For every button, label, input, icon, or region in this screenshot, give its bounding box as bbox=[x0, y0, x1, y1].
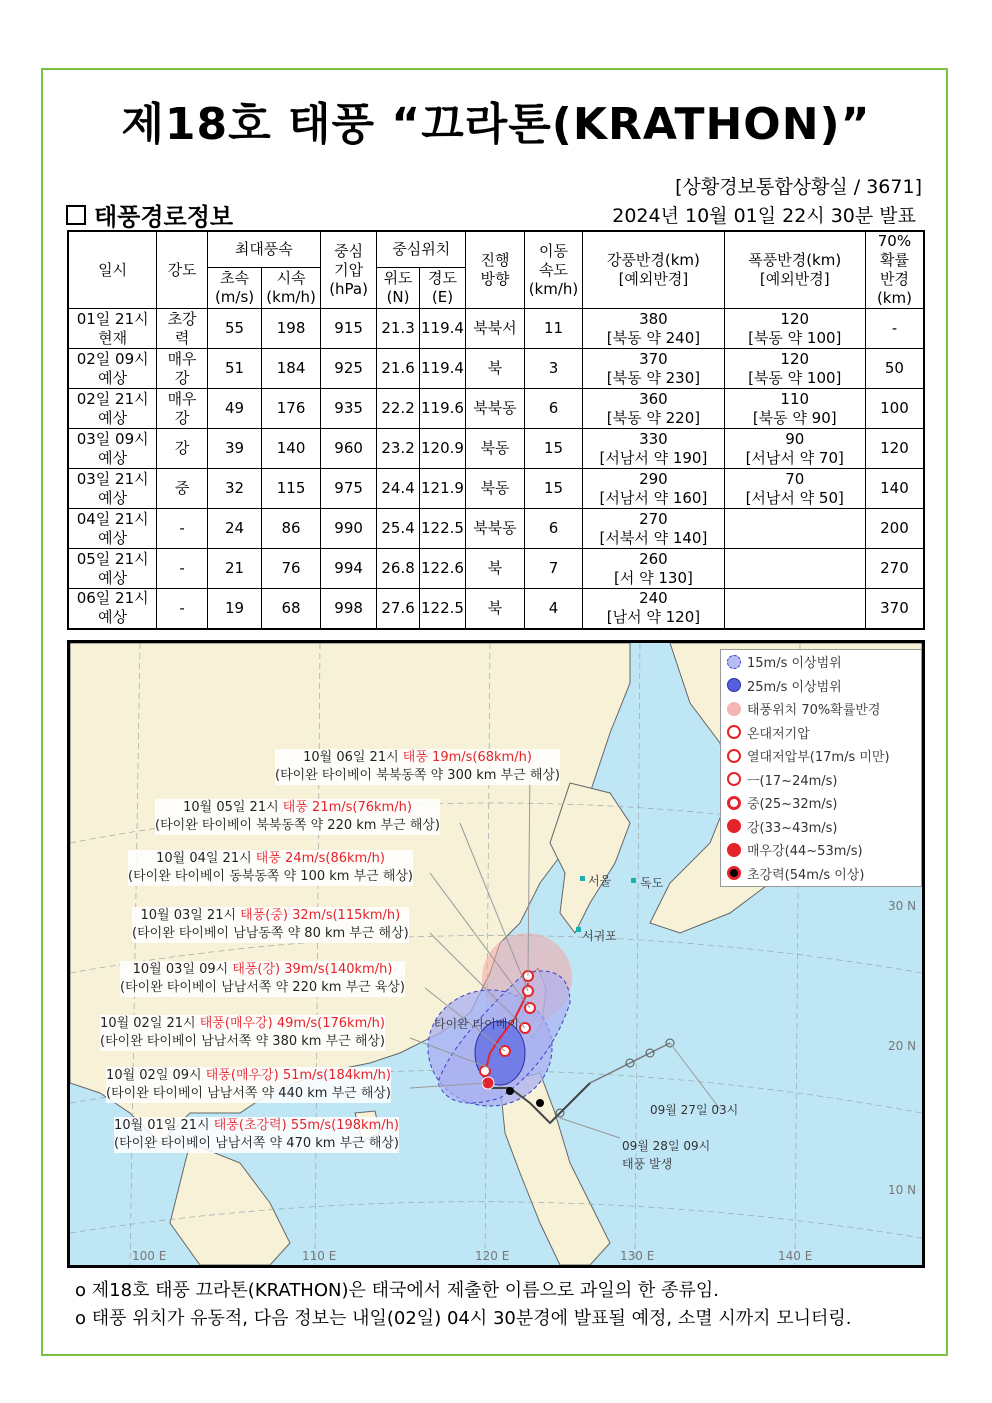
track-callout bbox=[155, 799, 440, 835]
indochina bbox=[170, 1143, 290, 1265]
lon-label-140e: 140 E bbox=[778, 1249, 813, 1263]
legend-label: 열대저압부(17m/s 미만) bbox=[747, 750, 890, 766]
legend-label: 매우강(44~53m/s) bbox=[747, 844, 863, 860]
track-callout bbox=[128, 850, 413, 886]
cell-prob: 100 bbox=[865, 389, 924, 429]
cell-lat: 27.6 bbox=[377, 589, 419, 629]
header-speed: 이동 속도 (km/h) bbox=[524, 231, 583, 309]
legend-item bbox=[721, 650, 921, 674]
cell-storm: 120 [북동 약 100] bbox=[724, 309, 865, 349]
cell-prob: 140 bbox=[865, 469, 924, 509]
korea-peninsula bbox=[550, 783, 630, 933]
cell-wind-kmh: 198 bbox=[262, 309, 321, 349]
cell-direction: 북북동 bbox=[466, 509, 525, 549]
cell-storm: 90 [서남서 약 70] bbox=[724, 429, 865, 469]
callout-intensity: 태풍(매우강) 51m/s(184km/h) bbox=[205, 1068, 391, 1083]
leader-line bbox=[670, 1043, 720, 1109]
cell-direction: 북 bbox=[466, 349, 525, 389]
track-point-icon bbox=[536, 1099, 544, 1107]
callout-intensity: 태풍 19m/s(68km/h) bbox=[402, 750, 532, 765]
legend-label: 강(33~43m/s) bbox=[747, 820, 838, 836]
cell-lat: 26.8 bbox=[377, 549, 419, 589]
note-2: o 태풍 위치가 유동적, 다음 정보는 내일(02일) 04시 30분경에 발표될 예정, 소멸 시까지 모니터링. bbox=[75, 1308, 852, 1329]
callout-intensity: 태풍(중) 32m/s(115km/h) bbox=[240, 908, 401, 923]
header-datetime: 일시 bbox=[68, 231, 157, 309]
legend-item bbox=[721, 721, 921, 745]
legend-item bbox=[721, 768, 921, 792]
cell-prob: 200 bbox=[865, 509, 924, 549]
lat-label-30n: 30 N bbox=[888, 899, 917, 913]
cell-datetime: 04일 21시 예상 bbox=[68, 509, 157, 549]
track-callout bbox=[106, 1067, 391, 1103]
section-title: 태풍경로정보 bbox=[94, 203, 234, 231]
callout-time: 10월 03일 21시 bbox=[140, 908, 241, 923]
callout-line1 bbox=[132, 907, 409, 925]
legend-item bbox=[721, 791, 921, 815]
callout-line1 bbox=[128, 850, 413, 868]
callout-time: 10월 02일 09시 bbox=[106, 1068, 206, 1083]
typhoon-track-map bbox=[67, 640, 925, 1268]
header-lon: 경도 (E) bbox=[419, 268, 465, 309]
cell-direction: 북동 bbox=[466, 429, 525, 469]
cell-wind-ms: 51 bbox=[207, 349, 262, 389]
event-label-0927: 09월 27일 03시 bbox=[650, 1103, 739, 1117]
lat-label-10n: 10 N bbox=[888, 1183, 917, 1197]
cell-wind-ms: 32 bbox=[207, 469, 262, 509]
cell-wind-ms: 21 bbox=[207, 549, 262, 589]
cell-prob: 120 bbox=[865, 429, 924, 469]
tropical-depression-icon bbox=[727, 749, 741, 763]
typhoon-super-icon bbox=[727, 866, 741, 880]
cell-speed: 6 bbox=[524, 389, 583, 429]
cell-prob: - bbox=[865, 309, 924, 349]
cell-pressure: 935 bbox=[320, 389, 377, 429]
header-center: 중심위치 bbox=[377, 231, 466, 268]
section-heading bbox=[66, 197, 233, 232]
callout-time: 10월 04일 21시 bbox=[156, 851, 256, 866]
cell-pressure: 925 bbox=[320, 349, 377, 389]
cell-gale: 360 [북동 약 220] bbox=[583, 389, 724, 429]
callout-line1 bbox=[100, 1015, 385, 1033]
callout-time: 10월 06일 21시 bbox=[303, 750, 403, 765]
header-wind-kmh: 시속 (km/h) bbox=[262, 268, 321, 309]
philippines-islands bbox=[500, 1073, 610, 1265]
cell-intensity: 강 bbox=[157, 429, 207, 469]
cell-intensity: 매우 강 bbox=[157, 349, 207, 389]
cell-lon: 122.6 bbox=[419, 549, 465, 589]
circle-light-blue-icon bbox=[727, 655, 741, 669]
callout-location: (타이완 타이베이 남남서쪽 약 220 km 부근 육상) bbox=[120, 980, 406, 995]
cell-intensity: - bbox=[157, 589, 207, 629]
callout-location: (타이완 타이베이 남남서쪽 약 470 km 부근 해상) bbox=[114, 1136, 400, 1151]
callout-line1 bbox=[114, 1117, 399, 1135]
callout-line1 bbox=[155, 799, 440, 817]
cell-gale: 270 [서북서 약 140] bbox=[583, 509, 724, 549]
cell-datetime: 06일 21시 예상 bbox=[68, 589, 157, 629]
cell-lon: 119.6 bbox=[419, 389, 465, 429]
legend-item bbox=[721, 697, 921, 721]
cell-storm: 70 [서남서 약 50] bbox=[724, 469, 865, 509]
cell-pressure: 915 bbox=[320, 309, 377, 349]
cell-prob: 50 bbox=[865, 349, 924, 389]
notes bbox=[75, 1277, 852, 1333]
cell-lon: 119.4 bbox=[419, 349, 465, 389]
checkbox-square-icon bbox=[66, 205, 86, 225]
event-label-0928: 09월 28일 09시 bbox=[622, 1139, 711, 1153]
cell-lat: 21.6 bbox=[377, 349, 419, 389]
legend-item bbox=[721, 674, 921, 698]
track-callout bbox=[114, 1117, 399, 1153]
cell-wind-kmh: 184 bbox=[262, 349, 321, 389]
cell-intensity: - bbox=[157, 509, 207, 549]
callout-location: (타이완 타이베이 남남서쪽 약 440 km 부근 해상) bbox=[106, 1086, 392, 1101]
track-callout bbox=[100, 1015, 385, 1051]
cell-speed: 3 bbox=[524, 349, 583, 389]
header-direction: 진행 방향 bbox=[466, 231, 525, 309]
dokdo-marker-icon bbox=[631, 878, 636, 883]
cell-prob: 370 bbox=[865, 589, 924, 629]
cell-gale: 370 [북동 약 230] bbox=[583, 349, 724, 389]
cell-intensity: 초강 력 bbox=[157, 309, 207, 349]
cell-direction: 북북서 bbox=[466, 309, 525, 349]
map-legend bbox=[720, 649, 922, 887]
legend-item bbox=[721, 862, 921, 886]
cell-wind-kmh: 176 bbox=[262, 389, 321, 429]
lon-label-110e: 110 E bbox=[302, 1249, 337, 1263]
callout-time: 10월 01일 21시 bbox=[114, 1118, 214, 1133]
callout-line1 bbox=[120, 961, 405, 979]
table-row bbox=[68, 509, 924, 549]
cell-storm: 110 [북동 약 90] bbox=[724, 389, 865, 429]
cell-speed: 4 bbox=[524, 589, 583, 629]
table-row bbox=[68, 349, 924, 389]
source-label: [상황경보통합상황실 / 3671] bbox=[675, 176, 922, 198]
typhoon-medium-icon bbox=[727, 796, 741, 810]
header-intensity: 강도 bbox=[157, 231, 207, 309]
typhoon-weak-icon bbox=[727, 772, 741, 786]
note-1: o 제18호 태풍 끄라톤(KRATHON)은 태국에서 제출한 이름으로 과일의 한 종류임. bbox=[75, 1280, 719, 1301]
header-max-wind: 최대풍속 bbox=[207, 231, 320, 268]
table-row bbox=[68, 429, 924, 469]
cell-lat: 23.2 bbox=[377, 429, 419, 469]
cell-lon: 122.5 bbox=[419, 589, 465, 629]
callout-intensity: 태풍(매우강) 49m/s(176km/h) bbox=[199, 1016, 385, 1031]
place-seoul: 서울 bbox=[588, 874, 612, 888]
track-point-icon bbox=[506, 1087, 514, 1095]
cell-direction: 북 bbox=[466, 549, 525, 589]
place-taipei: 타이완 타이베이 bbox=[434, 1017, 519, 1031]
event-label-formation: 태풍 발생 bbox=[622, 1157, 673, 1171]
cell-datetime: 01일 21시 현재 bbox=[68, 309, 157, 349]
cell-direction: 북동 bbox=[466, 469, 525, 509]
legend-item bbox=[721, 815, 921, 839]
track-callout bbox=[275, 749, 560, 785]
cell-datetime: 02일 09시 예상 bbox=[68, 349, 157, 389]
typhoon-very-strong-icon bbox=[727, 843, 741, 857]
cell-wind-ms: 24 bbox=[207, 509, 262, 549]
extratropical-icon bbox=[727, 725, 741, 739]
callout-line1 bbox=[106, 1067, 391, 1085]
place-dokdo: 독도 bbox=[640, 876, 664, 890]
cell-datetime: 03일 21시 예상 bbox=[68, 469, 157, 509]
header-storm-radius: 폭풍반경(km) [예외반경] bbox=[724, 231, 865, 309]
callout-location: (타이완 타이베이 동북동쪽 약 100 km 부근 해상) bbox=[128, 869, 414, 884]
cell-speed: 6 bbox=[524, 509, 583, 549]
cell-gale: 380 [북동 약 240] bbox=[583, 309, 724, 349]
cell-direction: 북북동 bbox=[466, 389, 525, 429]
callout-line1 bbox=[275, 749, 560, 767]
callout-location: (타이완 타이베이 북북동쪽 약 220 km 부근 해상) bbox=[155, 818, 441, 833]
cell-lat: 21.3 bbox=[377, 309, 419, 349]
legend-label: 15m/s 이상범위 bbox=[747, 656, 842, 672]
header-wind-ms: 초속 (m/s) bbox=[207, 268, 262, 309]
callout-time: 10월 05일 21시 bbox=[183, 800, 283, 815]
cell-storm bbox=[724, 549, 865, 589]
legend-label: ㅡ(17~24m/s) bbox=[747, 773, 838, 789]
track-callout bbox=[120, 961, 405, 997]
cell-prob: 270 bbox=[865, 549, 924, 589]
circle-pink-icon bbox=[727, 702, 741, 716]
circle-blue-icon bbox=[727, 678, 741, 692]
cell-pressure: 990 bbox=[320, 509, 377, 549]
cell-speed: 15 bbox=[524, 469, 583, 509]
legend-item bbox=[721, 838, 921, 862]
callout-intensity: 태풍(강) 39m/s(140km/h) bbox=[232, 962, 393, 977]
callout-time: 10월 02일 21시 bbox=[100, 1016, 200, 1031]
cell-storm bbox=[724, 589, 865, 629]
cell-wind-ms: 55 bbox=[207, 309, 262, 349]
page-title: 제18호 태풍 “끄라톤(KRATHON)” bbox=[121, 99, 871, 150]
cell-lon: 119.4 bbox=[419, 309, 465, 349]
lon-label-130e: 130 E bbox=[620, 1249, 655, 1263]
cell-gale: 240 [남서 약 120] bbox=[583, 589, 724, 629]
cell-gale: 330 [서남서 약 190] bbox=[583, 429, 724, 469]
callout-intensity: 태풍(초강력) 55m/s(198km/h) bbox=[213, 1118, 399, 1133]
lon-label-120e: 120 E bbox=[475, 1249, 510, 1263]
cell-datetime: 03일 09시 예상 bbox=[68, 429, 157, 469]
early-track-line bbox=[590, 1043, 670, 1083]
cell-wind-kmh: 76 bbox=[262, 549, 321, 589]
callout-location: (타이완 타이베이 남남동쪽 약 80 km 부근 해상) bbox=[132, 926, 409, 941]
cell-pressure: 960 bbox=[320, 429, 377, 469]
legend-item bbox=[721, 744, 921, 768]
callout-location: (타이완 타이베이 북북동쪽 약 300 km 부근 해상) bbox=[275, 768, 561, 783]
callout-intensity: 태풍 21m/s(76km/h) bbox=[282, 800, 412, 815]
header-lat: 위도 (N) bbox=[377, 268, 419, 309]
lon-label-100e: 100 E bbox=[132, 1249, 167, 1263]
seogwipo-marker-icon bbox=[576, 927, 581, 932]
cell-pressure: 998 bbox=[320, 589, 377, 629]
cell-lat: 22.2 bbox=[377, 389, 419, 429]
callout-location: (타이완 타이베이 남남서쪽 약 380 km 부근 해상) bbox=[100, 1034, 386, 1049]
cell-lon: 122.5 bbox=[419, 509, 465, 549]
cell-speed: 11 bbox=[524, 309, 583, 349]
cell-direction: 북 bbox=[466, 589, 525, 629]
header-gale-radius: 강풍반경(km) [예외반경] bbox=[583, 231, 724, 309]
header-prob-radius: 70% 확률 반경 (km) bbox=[865, 231, 924, 309]
place-seogwipo: 서귀포 bbox=[582, 929, 617, 943]
cell-wind-kmh: 140 bbox=[262, 429, 321, 469]
cell-pressure: 994 bbox=[320, 549, 377, 589]
table-row bbox=[68, 309, 924, 349]
cell-lon: 121.9 bbox=[419, 469, 465, 509]
cell-lat: 24.4 bbox=[377, 469, 419, 509]
lat-label-20n: 20 N bbox=[888, 1039, 917, 1053]
cell-datetime: 05일 21시 예상 bbox=[68, 549, 157, 589]
cell-gale: 260 [서 약 130] bbox=[583, 549, 724, 589]
legend-label: 온대저기압 bbox=[747, 726, 810, 742]
cell-wind-kmh: 86 bbox=[262, 509, 321, 549]
cell-wind-ms: 39 bbox=[207, 429, 262, 469]
seoul-marker-icon bbox=[580, 876, 585, 881]
table-row bbox=[68, 589, 924, 629]
cell-pressure: 975 bbox=[320, 469, 377, 509]
track-callout bbox=[132, 907, 409, 943]
legend-label: 초강력(54m/s 이상) bbox=[747, 867, 865, 883]
cell-lon: 120.9 bbox=[419, 429, 465, 469]
typhoon-strong-icon bbox=[727, 819, 741, 833]
table-row bbox=[68, 549, 924, 589]
table-row bbox=[68, 389, 924, 429]
cell-intensity: - bbox=[157, 549, 207, 589]
legend-label: 태풍위치 70%확률반경 bbox=[747, 703, 881, 719]
publish-time: 2024년 10월 01일 22시 30분 발표 bbox=[612, 205, 916, 227]
cell-gale: 290 [서남서 약 160] bbox=[583, 469, 724, 509]
cell-storm: 120 [북동 약 100] bbox=[724, 349, 865, 389]
cell-wind-kmh: 68 bbox=[262, 589, 321, 629]
cell-speed: 15 bbox=[524, 429, 583, 469]
cell-wind-ms: 19 bbox=[207, 589, 262, 629]
cell-storm bbox=[724, 509, 865, 549]
legend-label: 중(25~32m/s) bbox=[747, 797, 838, 813]
cell-intensity: 중 bbox=[157, 469, 207, 509]
table-row bbox=[68, 469, 924, 509]
legend-label: 25m/s 이상범위 bbox=[747, 679, 842, 695]
cell-intensity: 매우 강 bbox=[157, 389, 207, 429]
header-pressure: 중심 기압 (hPa) bbox=[320, 231, 377, 309]
leader-line bbox=[560, 1118, 620, 1138]
cell-lat: 25.4 bbox=[377, 509, 419, 549]
cell-speed: 7 bbox=[524, 549, 583, 589]
callout-intensity: 태풍 24m/s(86km/h) bbox=[255, 851, 385, 866]
callout-time: 10월 03일 09시 bbox=[132, 962, 233, 977]
typhoon-track-table bbox=[67, 230, 925, 630]
cell-wind-kmh: 115 bbox=[262, 469, 321, 509]
cell-datetime: 02일 21시 예상 bbox=[68, 389, 157, 429]
cell-wind-ms: 49 bbox=[207, 389, 262, 429]
